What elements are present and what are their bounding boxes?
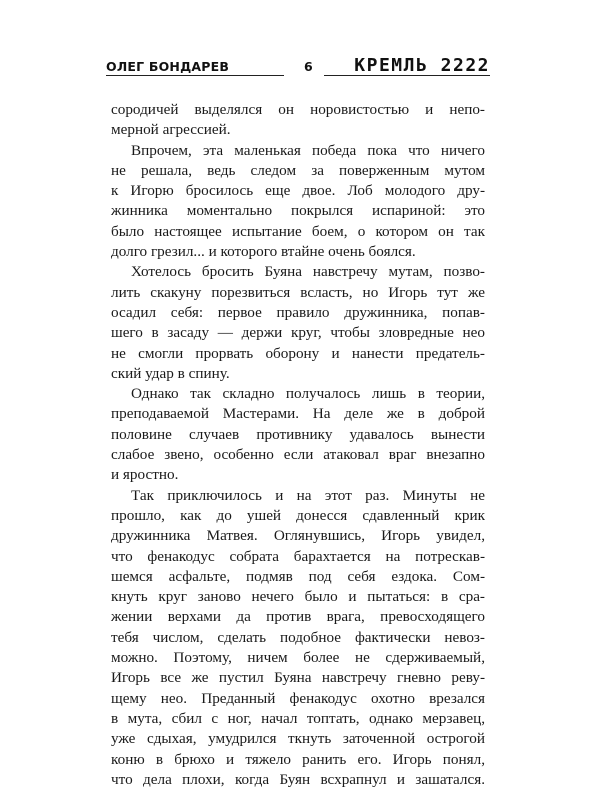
header-book-title: КРЕМЛЬ 2222 (354, 55, 490, 76)
text-line: сородичей выделялся он норовистостью и непо- (111, 101, 485, 118)
page-number: 6 (304, 59, 313, 74)
text-line: половине случаев противнику удавалось вынести (111, 425, 485, 443)
text-line: шего в засаду — держи круг, чтобы зловредные нео (111, 324, 485, 342)
text-line: в мута, сбил с ног, начал топтать, однако мерзавец, (111, 709, 485, 727)
text-line: жении верхами да против врага, превосходящего (111, 608, 485, 626)
text-line: тебя числом, сделать подобное фактически невоз- (111, 628, 485, 646)
text-line: жинника моментально покрылся испариной: это (111, 202, 485, 220)
text-line: что дела плохи, когда Буян всхрапнул и зашатался. (111, 770, 485, 788)
text-line: можно. Поэтому, ничем более не сдерживаемый, (111, 649, 485, 667)
running-header (106, 55, 490, 77)
text-line: осадил себя: первое правило дружинника, попав- (111, 303, 485, 321)
text-line: Впрочем, эта маленькая победа пока что ничего (131, 141, 485, 159)
text-line: Игорь все же пустил Буяна навстречу гневно реву- (111, 669, 485, 687)
text-line: коню в брюхо и тяжело ранить его. Игорь понял, (111, 750, 485, 768)
text-line: не смогли прорвать оборону и нанести предатель- (111, 344, 485, 362)
text-line: мерной агрессией. (111, 121, 231, 139)
text-line: Хотелось бросить Буяна навстречу мутам, позво- (131, 263, 485, 281)
text-line: уже сдыхая, умудрился ткнуть заточенной острогой (111, 730, 485, 748)
text-line: и яростно. (111, 466, 179, 484)
text-line: было настоящее испытание боем, о котором он так (111, 222, 485, 240)
text-line: Однако так складно получалось лишь в теории, (131, 385, 485, 403)
text-line: слабое звено, особенно если атаковал враг внезапно (111, 446, 485, 464)
text-line: Так приключилось и на этот раз. Минуты не (131, 486, 485, 504)
text-line: прошло, как до ушей донесся сдавленный крик (111, 506, 485, 524)
text-line: к Игорю бросилось еще двое. Лоб молодого дру- (111, 182, 485, 200)
body-text (111, 100, 485, 790)
text-line: дружинника Матвея. Оглянувшись, Игорь увидел, (111, 527, 485, 545)
text-line: щему нео. Преданный фенакодус охотно врезался (111, 689, 485, 707)
text-line: ский удар в спину. (111, 364, 230, 382)
text-line: долго грезил... и которого втайне очень боялся. (111, 243, 416, 261)
text-line: что фенакодус собрата барахтается на потрескав- (111, 547, 485, 565)
header-author: ОЛЕГ БОНДАРЕВ (106, 59, 230, 74)
text-line: лить скакуну порезвиться всласть, но Игорь тут же (111, 283, 485, 301)
text-line: преподаваемой Мастерами. На деле же в доброй (111, 405, 485, 423)
text-line: кнуть круг заново нечего было и пытаться: в сра- (111, 588, 485, 606)
header-rule-left (106, 75, 284, 76)
text-line: не решала, ведь следом за поверженным мутом (111, 161, 485, 179)
text-line: шемся асфальте, подмяв под себя ездока. Сом- (111, 567, 485, 585)
